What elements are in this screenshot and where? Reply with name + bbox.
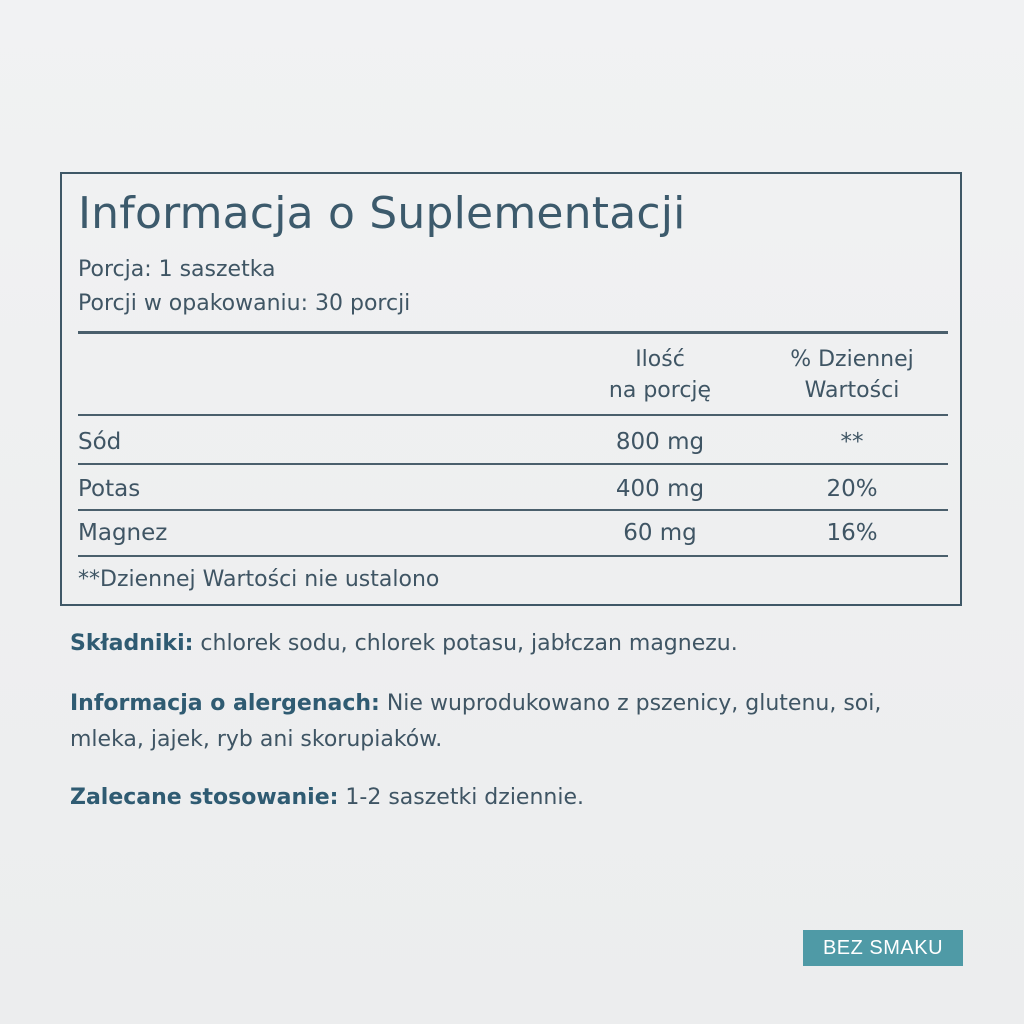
allergen-label: Informacja o alergenach: <box>70 691 380 716</box>
flavor-badge: BEZ SMAKU <box>803 930 963 966</box>
nutrient-name: Sód <box>78 429 122 455</box>
ingredients-section <box>70 626 930 662</box>
nutrient-amount: 400 mg <box>615 476 705 502</box>
dv-header-line-1: % Dziennej <box>790 347 914 372</box>
supplement-facts-panel <box>60 172 962 606</box>
daily-value-column-header <box>762 344 942 406</box>
nutrient-row-sodium <box>78 422 948 462</box>
row-divider <box>78 509 948 511</box>
ingredients-label: Składniki: <box>70 631 194 656</box>
amount-header-line-1: Ilość <box>635 347 685 372</box>
nutrient-row-potassium <box>78 469 948 509</box>
nutrient-daily-value: 16% <box>826 520 878 546</box>
nutrient-daily-value: ** <box>840 429 864 455</box>
panel-title: Informacja o Suplementacji <box>78 188 686 239</box>
serving-size: Porcja: 1 saszetka <box>78 257 276 282</box>
nutrient-row-magnesium <box>78 513 948 553</box>
usage-section <box>70 780 930 816</box>
daily-value-footnote: **Dziennej Wartości nie ustalono <box>78 567 440 592</box>
ingredients-text: chlorek sodu, chlorek potasu, jabłczan magnezu. <box>193 631 738 656</box>
amount-column-header <box>580 344 740 406</box>
dv-header-line-2: Wartości <box>804 378 900 403</box>
usage-text: 1-2 saszetki dziennie. <box>338 785 584 810</box>
row-divider <box>78 414 948 416</box>
thick-divider <box>78 331 948 334</box>
nutrient-amount: 60 mg <box>623 520 697 546</box>
amount-header-line-2: na porcję <box>608 378 712 403</box>
nutrient-amount: 800 mg <box>615 429 705 455</box>
row-divider <box>78 463 948 465</box>
allergen-section <box>70 686 930 758</box>
nutrient-name: Potas <box>78 476 141 502</box>
row-divider <box>78 555 948 557</box>
servings-per-container: Porcji w opakowaniu: 30 porcji <box>78 291 411 316</box>
allergen-text: Nie wuprodukowano z pszenicy, glutenu, soi, mleka, jajek, ryb ani skorupiaków. <box>70 691 882 752</box>
nutrient-name: Magnez <box>78 520 168 546</box>
usage-label: Zalecane stosowanie: <box>70 785 339 810</box>
nutrient-daily-value: 20% <box>826 476 878 502</box>
